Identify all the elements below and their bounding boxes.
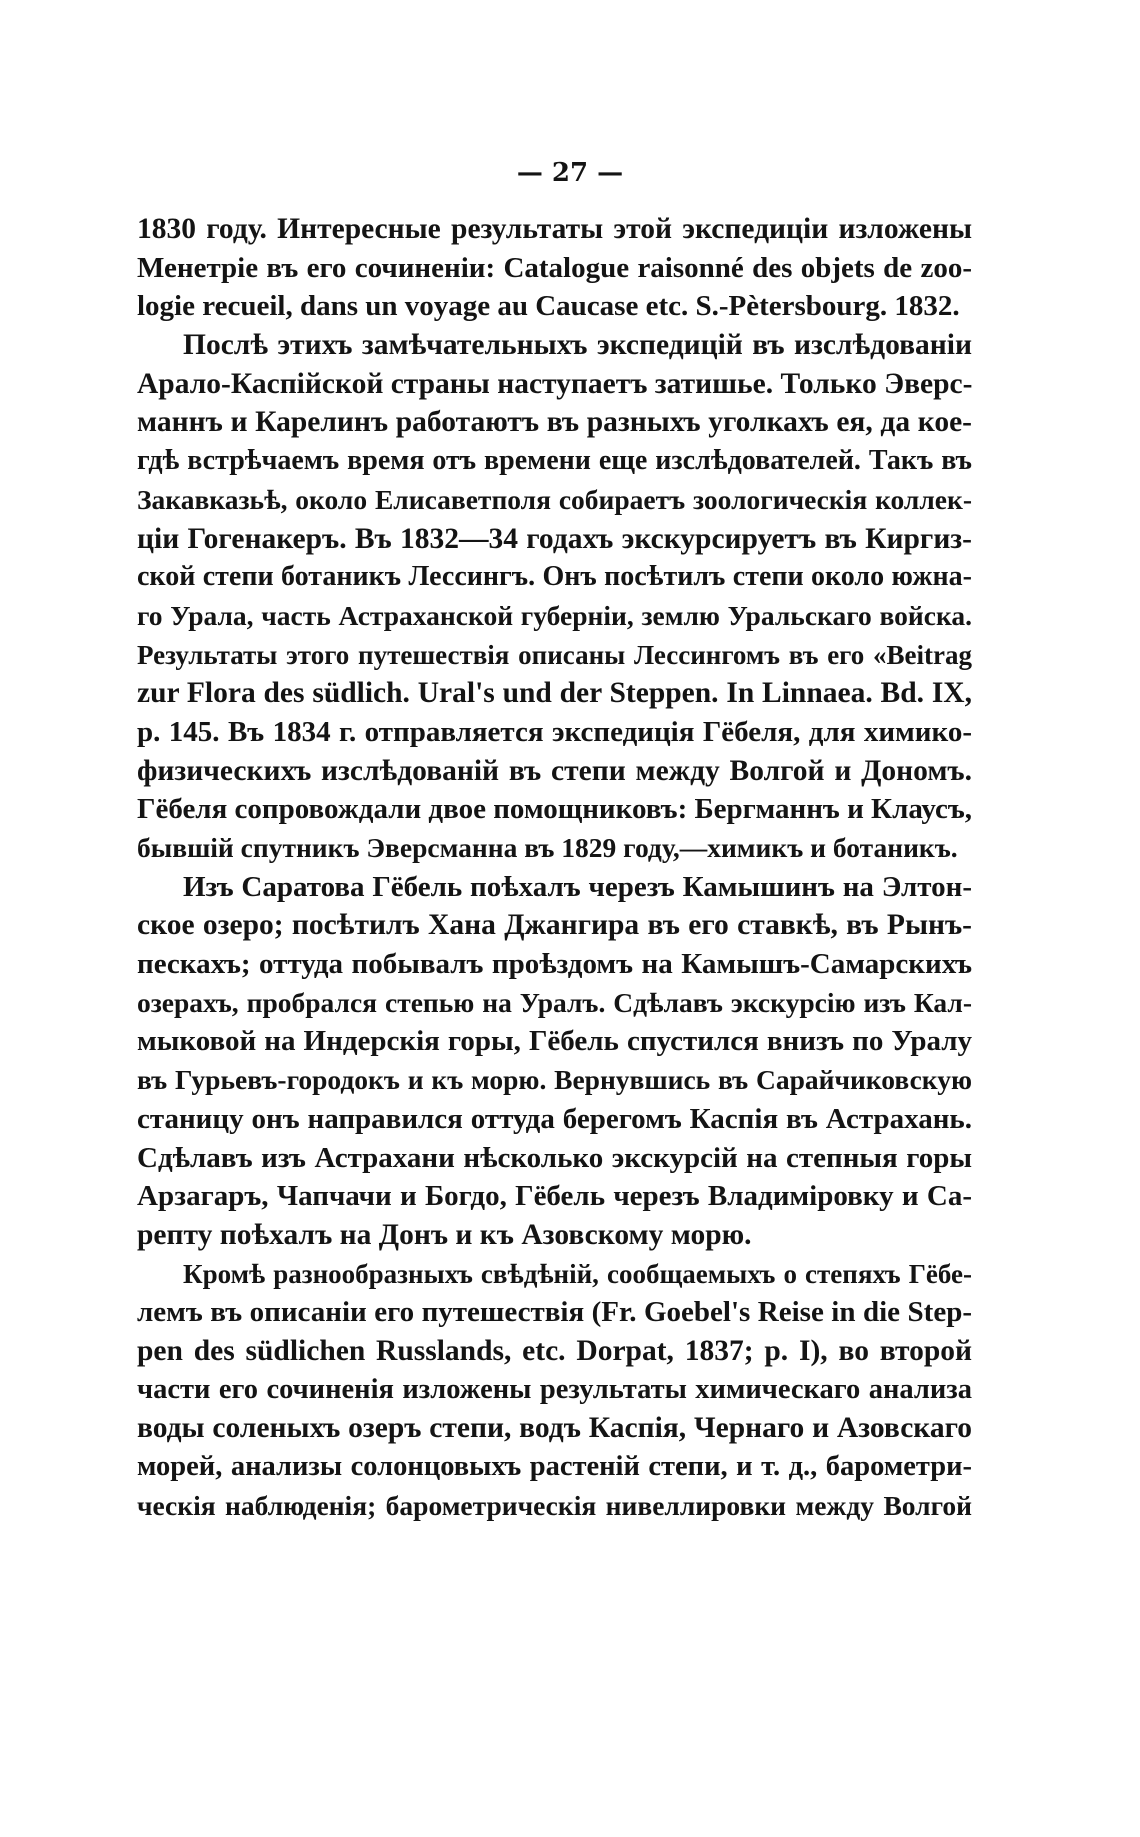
- text-line: ской степи ботаникъ Лессингъ. Онъ посѣтилъ степи около южна-: [137, 561, 972, 593]
- text-line: Сдѣлавъ изъ Астрахани нѣсколько экскурсій на степныя горы: [137, 1141, 972, 1174]
- text-line: logie recueil, dans un voyage au Caucase etc. S.-Pètersbourg. 1832.: [137, 290, 960, 323]
- text-line: zur Flora des südlich. Ural's und der Steppen. In Linnaea. Bd. IX,: [137, 677, 972, 710]
- text-line: ческія наблюденія; барометрическія нивеллировки между Волгой: [137, 1489, 972, 1521]
- paragraph-start-line: Послѣ этихъ замѣчательныхъ экспедицій въ изслѣдованіи: [183, 329, 972, 362]
- text-line: лемъ въ описаніи его путешествія (Fr. Goebel's Reise in die Step-: [137, 1296, 972, 1329]
- text-line: Арало-Каспійской страны наступаетъ затишье. Только Эверс-: [137, 367, 972, 400]
- text-line: части его сочиненія изложены результаты химическаго анализа: [137, 1373, 972, 1405]
- text-line: маннъ и Карелинъ работаютъ въ разныхъ уголкахъ ея, да кое-: [137, 406, 972, 439]
- text-line: го Урала, часть Астраханской губерніи, землю Уральскаго войска.: [137, 599, 972, 631]
- text-line: пескахъ; оттуда побывалъ проѣздомъ на Камышъ-Самарскихъ: [137, 948, 972, 981]
- text-line: воды соленыхъ озеръ степи, водъ Каспія, Чернаго и Азовскаго: [137, 1412, 972, 1445]
- text-line: Результаты этого путешествія описаны Лессингомъ въ его «Beitrag: [137, 639, 972, 670]
- text-line: физическихъ изслѣдованій въ степи между Волгой и Дономъ.: [137, 754, 972, 787]
- text-line: морей, анализы солонцовыхъ растеній степи, и т. д., барометри-: [137, 1451, 972, 1482]
- body-text: [137, 210, 972, 1525]
- text-line: въ Гурьевъ-городокъ и къ морю. Вернувшись въ Сарайчиковскую: [137, 1064, 972, 1096]
- text-line: pen des südlichen Russlands, etc. Dorpat, 1837; p. I), во второй: [137, 1334, 972, 1367]
- text-line: гдѣ встрѣчаемъ время отъ времени еще изслѣдователей. Такъ въ: [137, 445, 972, 477]
- text-line: ціи Гогенакеръ. Въ 1832—34 годахъ экскурсируетъ въ Киргиз-: [137, 522, 972, 555]
- text-line: ское озеро; посѣтилъ Хана Джангира въ его ставкѣ, въ Рынъ-: [137, 909, 972, 942]
- text-line: озерахъ, пробрался степью на Уралъ. Сдѣлавъ экскурсію изъ Кал-: [137, 986, 972, 1018]
- text-line: 1830 году. Интересные результаты этой экспедиціи изложены: [137, 213, 972, 245]
- text-line: Менетріе въ его сочиненіи: Catalogue raisonné des objets de zoo-: [137, 251, 972, 284]
- text-line: Гёбеля сопровождали двое помощниковъ: Бергманнъ и Клаусъ,: [137, 793, 972, 826]
- text-line: p. 145. Въ 1834 г. отправляется экспедиція Гёбеля, для химико-: [137, 715, 972, 748]
- text-line: репту поѣхалъ на Донъ и къ Азовскому морю.: [137, 1218, 752, 1251]
- paragraph-start-line: Изъ Саратова Гёбель поѣхалъ черезъ Камышинъ на Элтон-: [183, 870, 972, 903]
- page-number: — 27 —: [516, 158, 624, 188]
- text-line: Закавказьѣ, около Елисаветполя собираетъ зоологическія коллек-: [137, 483, 972, 515]
- text-line: мыковой на Индерскія горы, Гёбель спустился внизъ по Уралу: [137, 1025, 972, 1058]
- paragraph-start-line: Кромѣ разнообразныхъ свѣдѣній, сообщаемыхъ о степяхъ Гёбе-: [183, 1258, 972, 1289]
- text-line: Арзагаръ, Чапчачи и Богдо, Гёбель черезъ Владиміровку и Са-: [137, 1180, 972, 1213]
- text-line: бывшій спутникъ Эверсманна въ 1829 году,—химикъ и ботаникъ.: [137, 832, 958, 863]
- text-line: станицу онъ направился оттуда берегомъ Каспія въ Астрахань.: [137, 1102, 972, 1135]
